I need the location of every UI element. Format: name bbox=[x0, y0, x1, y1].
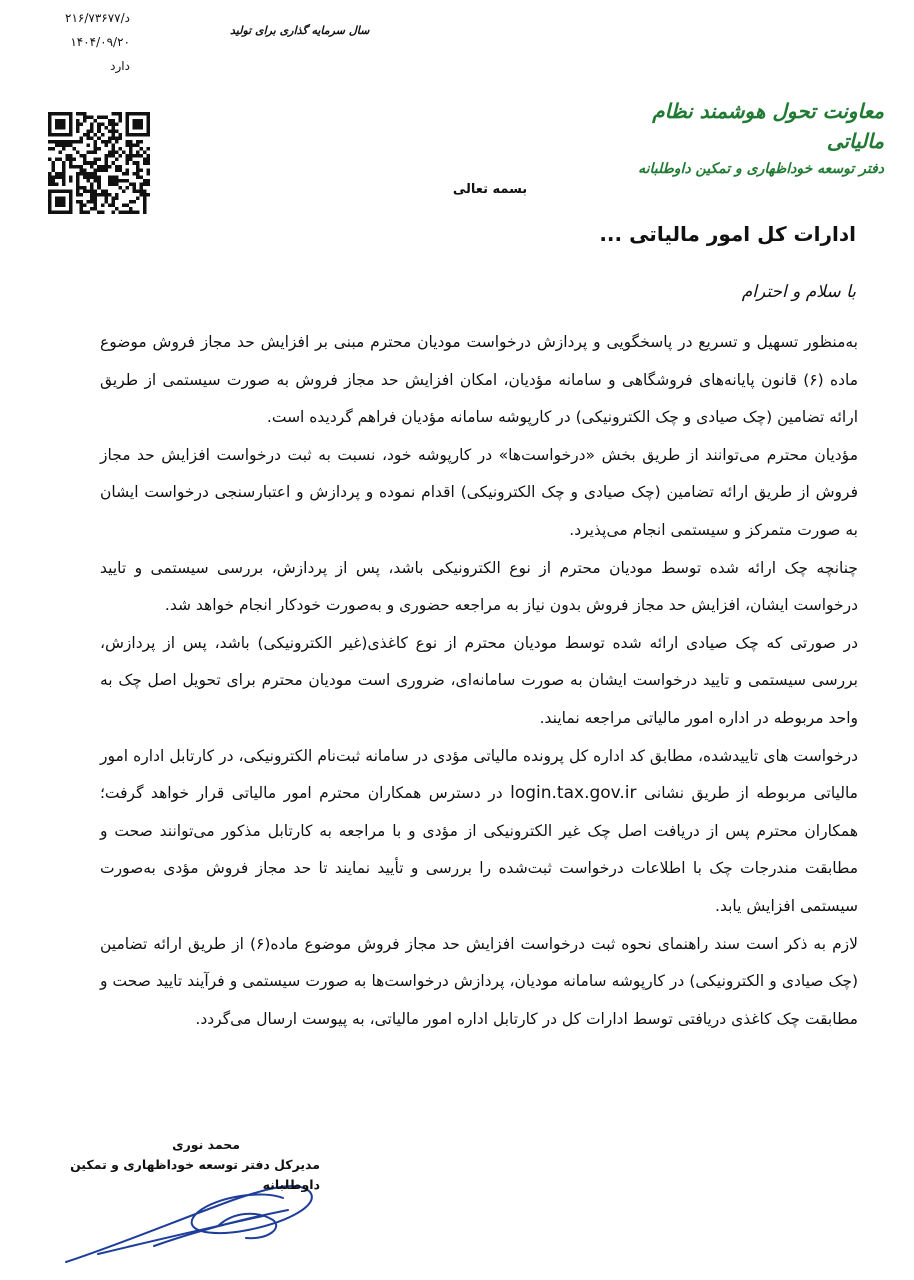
letter-meta bbox=[20, 10, 130, 82]
signatory-name: محمد نوری bbox=[172, 1137, 240, 1152]
paragraph-2: مؤدیان محترم می‌توانند از طریق بخش «درخواست‌ها» در کارپوشه خود، نسبت به ثبت درخواست افزایش حد مجاز فروش از طریق ارائه تضامین (چک صیادی و چک الکترونیکی) اقدام نموده و پردازش و اعتبارسنجی درخواست ایشان به صورت متمرکز و سیستمی انجام می‌پذیرد. bbox=[100, 445, 858, 539]
organization-line-2: دفتر توسعه خوداظهاری و تمکین داوطلبانه bbox=[638, 161, 884, 177]
letter-body bbox=[100, 324, 858, 1038]
paragraph-1: به‌منظور تسهیل و تسریع در پاسخگویی و پردازش درخواست مودیان محترم مبنی بر افزایش حد مجاز فروش موضوع ماده (۶) قانون پایانه‌های فروشگاهی و سامانه مؤدیان، امکان افزایش حد مجاز فروش به صورت سیستمی از طریق ارائه تضامین (چک صیادی و چک الکترونیکی) در کارپوشه سامانه مؤدیان فراهم گردیده است. bbox=[100, 333, 859, 427]
paragraph-5 bbox=[100, 738, 858, 926]
attachment-status: دارد bbox=[110, 59, 130, 73]
signatory-block bbox=[60, 1135, 320, 1195]
signatory-title: مدیرکل دفتر توسعه خوداظهاری و تمکین داوطلبانه bbox=[70, 1157, 320, 1192]
year-slogan: سال سرمایه گذاری برای تولید bbox=[230, 24, 370, 37]
paragraph-5-part-1: درخواست های تاییدشده، مطابق کد اداره کل پرونده مالیاتی مؤدی در سامانه ثبت‌نام الکترونیکی، در کارتابل اداره امور مالیاتی مربوطه از طریق نشانی bbox=[100, 746, 858, 803]
recipient: ادارات کل امور مالیاتی ... bbox=[599, 222, 856, 246]
organization-header bbox=[634, 96, 884, 182]
qr-code-icon bbox=[48, 112, 150, 214]
paragraph-5-part-2: در دسترس همکاران محترم امور مالیاتی قرار خواهد گرفت؛ همکاران محترم پس از دریافت اصل چک غیر الکترونیکی از مؤدی و با مراجعه به کارتابل مذکور می‌توانند صحت و مطابقت مندرجات چک با اطلاعات درخواست ثبت‌شده را بررسی و تأیید نمایند تا حد مجاز فروش مؤدی به‌صورت سیستمی افزایش یابد. bbox=[100, 784, 858, 915]
paragraph-4: در صورتی که چک صیادی ارائه شده توسط مودیان محترم از نوع کاغذی(غیر الکترونیکی) باشد، پس از پردازش، بررسی سیستمی و تایید درخواست ایشان به صورت سامانه‌ای، ضروری است مودیان محترم برای تحویل اصل چک به واحد مربوطه در اداره امور مالیاتی مراجعه نمایند. bbox=[100, 633, 858, 727]
paragraph-3: چنانچه چک ارائه شده توسط مودیان محترم از نوع الکترونیکی باشد، پس از پردازش، بررسی سیستمی و تایید درخواست ایشان، افزایش حد مجاز فروش بدون نیاز به مراجعه حضوری و به‌صورت خودکار انجام خواهد شد. bbox=[100, 558, 858, 615]
letter-number: د/۲۱۶/۷۳۶۷۷ bbox=[65, 11, 130, 25]
tax-portal-link[interactable]: login.tax.gov.ir bbox=[510, 783, 637, 804]
salutation: با سلام و احترام bbox=[741, 282, 856, 302]
letter-date: ۱۴۰۴/۰۹/۲۰ bbox=[70, 35, 130, 49]
bismillah: بسمه تعالی bbox=[452, 182, 528, 197]
organization-line-1: معاونت تحول هوشمند نظام مالیاتی bbox=[652, 99, 884, 153]
paragraph-6: لازم به ذکر است سند راهنمای نحوه ثبت درخواست افزایش حد مجاز فروش موضوع ماده(۶) از طریق ارائه تضامین (چک صیادی و الکترونیکی) در کارپوشه سامانه مودیان، پردازش درخواست‌ها به صورت سیستمی و فرآیند تایید صحت و مطابقت چک کاغذی دریافتی توسط ادارات کل در کارتابل اداره امور مالیاتی، به پیوست ارسال می‌گردد. bbox=[100, 934, 858, 1028]
